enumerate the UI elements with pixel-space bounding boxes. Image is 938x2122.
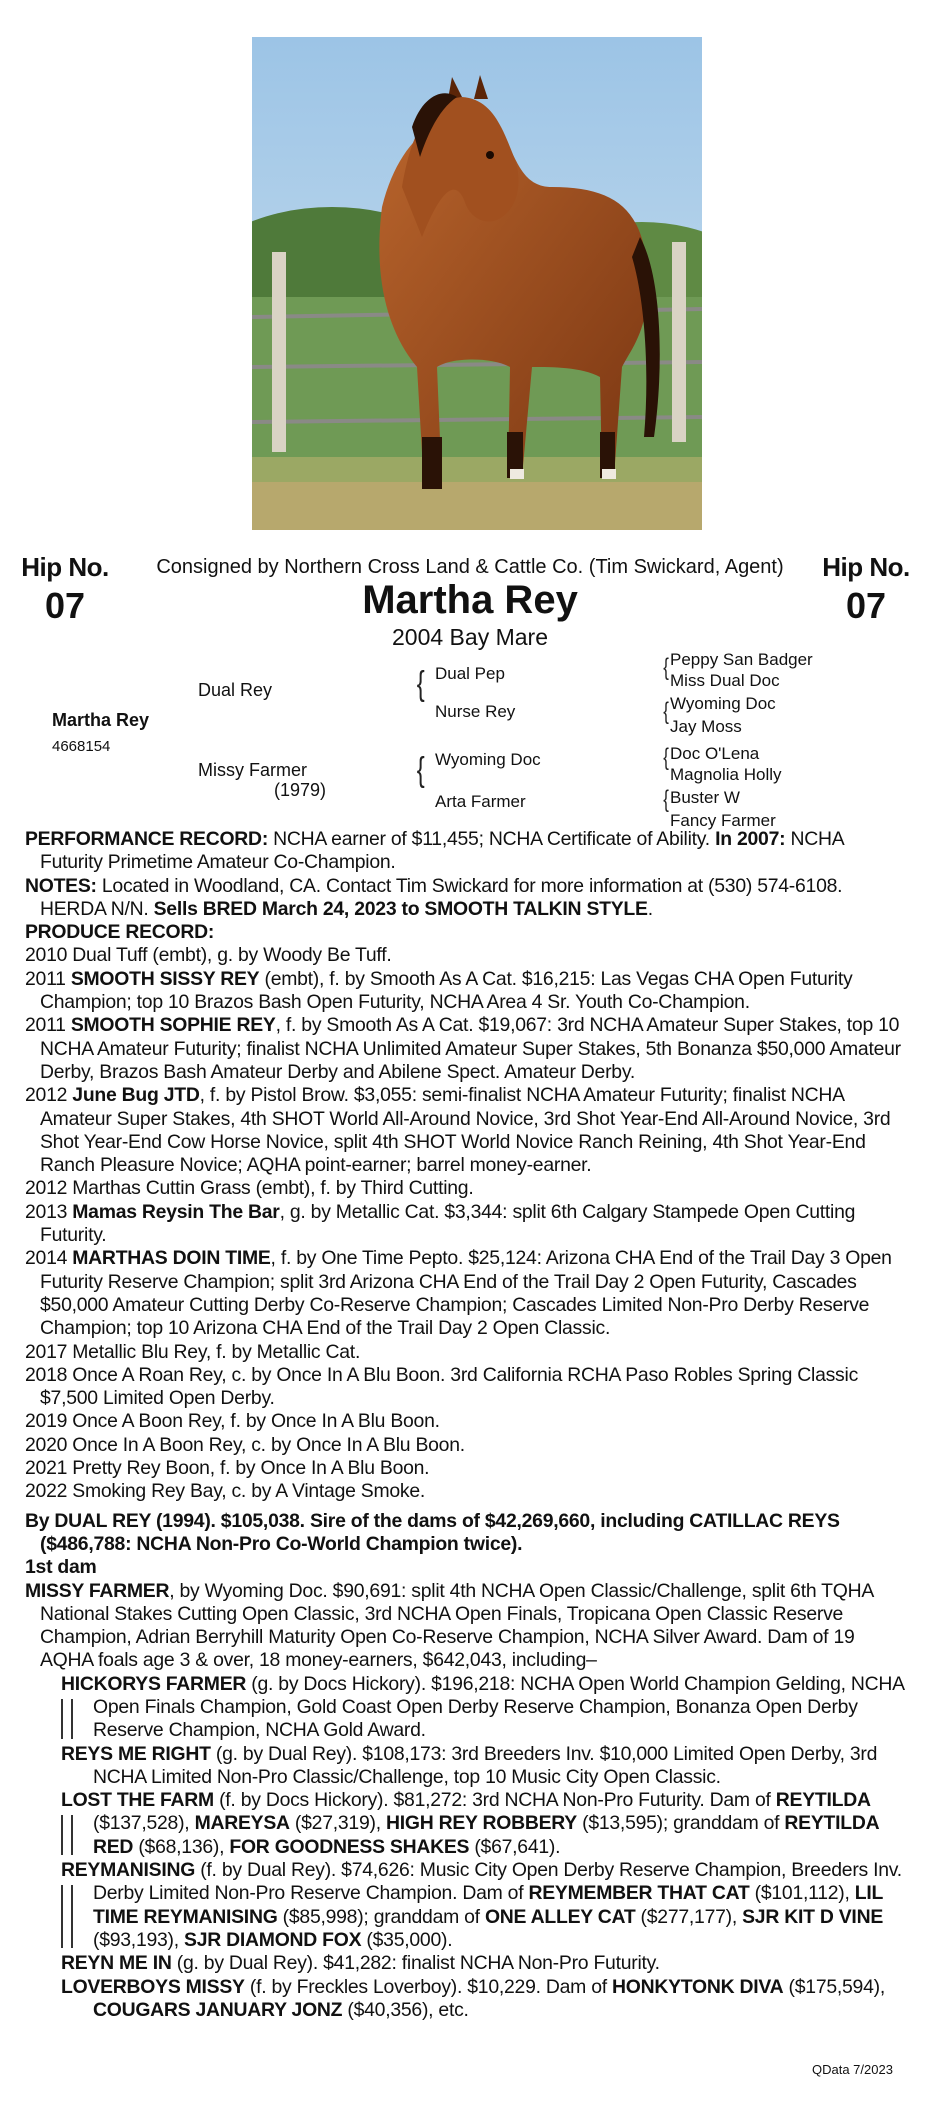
sire-note: By DUAL REY (1994). $105,038. Sire of the dams of $42,269,660, including CATILLAC REYS ($486,788: NCHA Non-Pro Co-World Champion twice). <box>25 1509 840 1555</box>
pedigree-g8: Fancy Farmer <box>670 811 776 830</box>
produce-entry: 2012 June Bug JTD, f. by Pistol Brow. $3,055: semi-finalist NCHA Amateur Futurity; finalist NCHA Amateur Super Stakes, 4th SHOT World All-Around Novice, 3rd Shot Year-End All-Around Novice, 3rd Shot Year-End Cow Horse Novice, split 4th SHOT World Novice Ranch Reining, 4th Shot Year-End Ranch Pleasure Novice; AQHA point-earner; barrel money-earner. <box>25 1084 891 1177</box>
notes: NOTES: Located in Woodland, CA. Contact Tim Swickard for more information at (530) 574-6108. HERDA N/N. Sells BRED March 24, 2023 to SMOOTH TALKIN STYLE. <box>25 874 843 920</box>
brace: { <box>416 751 425 789</box>
hip-label: Hip No. <box>822 552 910 582</box>
pedigree-dam-dam: Arta Farmer <box>435 792 526 811</box>
brace: { <box>663 786 669 813</box>
pedigree-g6: Magnolia Holly <box>670 765 782 784</box>
pedigree-g5: Doc O'Lena <box>670 744 760 763</box>
produce-entry: 2014 MARTHAS DOIN TIME, f. by One Time Pepto. $25,124: Arizona CHA End of the Trail Day 3 Open Futurity Reserve Champion; split 3rd Arizona CHA End of the Trail Day 2 Open Futurity, Cascades $50,000 Amateur Cutting Derby Co-Reserve Champion; Cascades Limited Non-Pro Derby Reserve Champion; top 10 Arizona CHA End of the Trail Day 2 Open Classic. <box>25 1247 892 1340</box>
produce-entry: 2010 Dual Tuff (embt), g. by Woody Be Tuff. <box>25 944 392 967</box>
horse-description: 2004 Bay Mare <box>392 624 548 650</box>
pedigree-subject: Martha Rey <box>52 710 150 730</box>
hip-number-left <box>20 552 110 627</box>
brace: { <box>416 665 425 703</box>
produce-entry: 2012 Marthas Cuttin Grass (embt), f. by Third Cutting. <box>25 1177 474 1200</box>
hip-number: 07 <box>44 585 86 626</box>
pedigree-sire-dam: Nurse Rey <box>435 702 516 721</box>
produce-entry: 2013 Mamas Reysin The Bar, g. by Metallic Cat. $3,344: split 6th Calgary Stampede Open Cutting Futurity. <box>25 1200 856 1247</box>
progeny-entry: REYS ME RIGHT (g. by Dual Rey). $108,173: 3rd Breeders Inv. $10,000 Limited Open Derby, 3rd NCHA Limited Non-Pro Classic/Challenge, top 10 Music City Open Classic. <box>61 1742 878 1788</box>
progeny-entry: LOVERBOYS MISSY (f. by Freckles Loverboy). $10,229. Dam of HONKYTONK DIVA ($175,594), COUGARS JANUARY JONZ ($40,356), etc. <box>61 1975 885 2021</box>
produce-entry: 2011 SMOOTH SISSY REY (embt), f. by Smooth As A Cat. $16,215: Las Vegas CHA Open Futurity Champion; top 10 Brazos Bash Open Futurity, NCHA Area 4 Sr. Youth Co-Champion. <box>25 967 853 1014</box>
qdata-footer: QData 7/2023 <box>812 2062 893 2077</box>
hip-number-right <box>818 552 914 627</box>
pedigree-sire-sire: Dual Pep <box>435 664 505 683</box>
produce-entry: 2020 Once In A Boon Rey, c. by Once In A Blu Boon. <box>25 1433 465 1456</box>
produce-record-heading: PRODUCE RECORD: <box>25 921 215 944</box>
produce-entry: 2011 SMOOTH SOPHIE REY, f. by Smooth As A Cat. $19,067: 3rd NCHA Amateur Super Stakes, top 10 NCHA Amateur Futurity; finalist NCHA Unlimited Amateur Super Stakes, 5th Bonanza $50,000 Amateur Derby, Brazos Bash Amateur Derby and Abilene Spect. Amateur Derby. <box>25 1014 901 1083</box>
progeny-entry: REYN ME IN (g. by Dual Rey). $41,282: finalist NCHA Non-Pro Futurity. <box>61 1952 660 1975</box>
hip-label: Hip No. <box>21 552 109 582</box>
produce-entry: 2017 Metallic Blu Rey, f. by Metallic Cat. <box>25 1340 361 1363</box>
horse-name: Martha Rey <box>362 578 578 622</box>
brace: { <box>663 654 669 681</box>
pedigree-g1: Peppy San Badger <box>670 650 813 669</box>
first-dam-heading: 1st dam <box>25 1556 97 1579</box>
progeny-entry: REYMANISING (f. by Dual Rey). $74,626: Music City Open Derby Reserve Champion, Breeders Inv. Derby Limited Non-Pro Reserve Champion. Dam of REYMEMBER THAT CAT ($101,112), LIL TIME REYMANISING ($85,998); granddam of ONE ALLEY CAT ($277,177), SJR KIT D VINE ($93,193), SJR DIAMOND FOX ($35,000). <box>61 1859 902 1951</box>
consignor-line: Consigned by Northern Cross Land & Cattle Co. (Tim Swickard, Agent) <box>156 556 784 578</box>
horse-photo <box>252 37 702 530</box>
pedigree-dam-sire: Wyoming Doc <box>435 750 541 769</box>
pedigree-g7: Buster W <box>670 788 740 807</box>
pedigree-g4: Jay Moss <box>670 717 742 736</box>
hip-number: 07 <box>845 585 887 626</box>
pedigree-sire: Dual Rey <box>198 680 273 700</box>
pedigree-g2: Miss Dual Doc <box>670 671 780 690</box>
first-dam-record: MISSY FARMER, by Wyoming Doc. $90,691: split 4th NCHA Open Classic/Challenge, split 6th TQHA National Stakes Cutting Open Classic, 3rd NCHA Open Finals, Tropicana Open Classic Reserve Champion, Adrian Berryhill Maturity Open Co-Reserve Champion, NCHA Silver Award. Dam of 19 AQHA foals age 3 & over, 18 money-earners, $642,043, including– <box>25 1579 873 1672</box>
performance-record: PERFORMANCE RECORD: NCHA earner of $11,455; NCHA Certificate of Ability. In 2007: NCHA Futurity Primetime Amateur Co-Champion. <box>25 828 844 874</box>
produce-entry: 2018 Once A Roan Rey, c. by Once In A Blu Boon. 3rd California RCHA Paso Robles Spring Classic $7,500 Limited Open Derby. <box>25 1363 859 1410</box>
progeny-entry: HICKORYS FARMER (g. by Docs Hickory). $196,218: NCHA Open World Champion Gelding, NCHA Open Finals Champion, Gold Coast Open Derby Reserve Champion, Bonanza Open Derby Reserve Champion, NCHA Gold Award. <box>61 1672 904 1742</box>
brace: { <box>663 698 669 725</box>
pedigree-dam: Missy Farmer <box>198 760 307 780</box>
pedigree-dam-year: (1979) <box>274 780 327 800</box>
pedigree-reg-number: 4668154 <box>52 738 111 755</box>
brace: { <box>663 744 669 771</box>
progeny-entry: LOST THE FARM (f. by Docs Hickory). $81,272: 3rd NCHA Non-Pro Futurity. Dam of REYTILDA ($137,528), MAREYSA ($27,319), HIGH REY ROBBERY ($13,595); granddam of REYTILDA RED ($68,136), FOR GOODNESS SHAKES ($67,641). <box>61 1789 879 1858</box>
produce-entry: 2019 Once A Boon Rey, f. by Once In A Blu Boon. <box>25 1410 440 1433</box>
produce-entry: 2022 Smoking Rey Bay, c. by A Vintage Smoke. <box>25 1480 426 1503</box>
produce-entry: 2021 Pretty Rey Boon, f. by Once In A Blu Boon. <box>25 1457 430 1480</box>
catalog-body <box>25 828 905 2022</box>
pedigree-g3: Wyoming Doc <box>670 694 776 713</box>
